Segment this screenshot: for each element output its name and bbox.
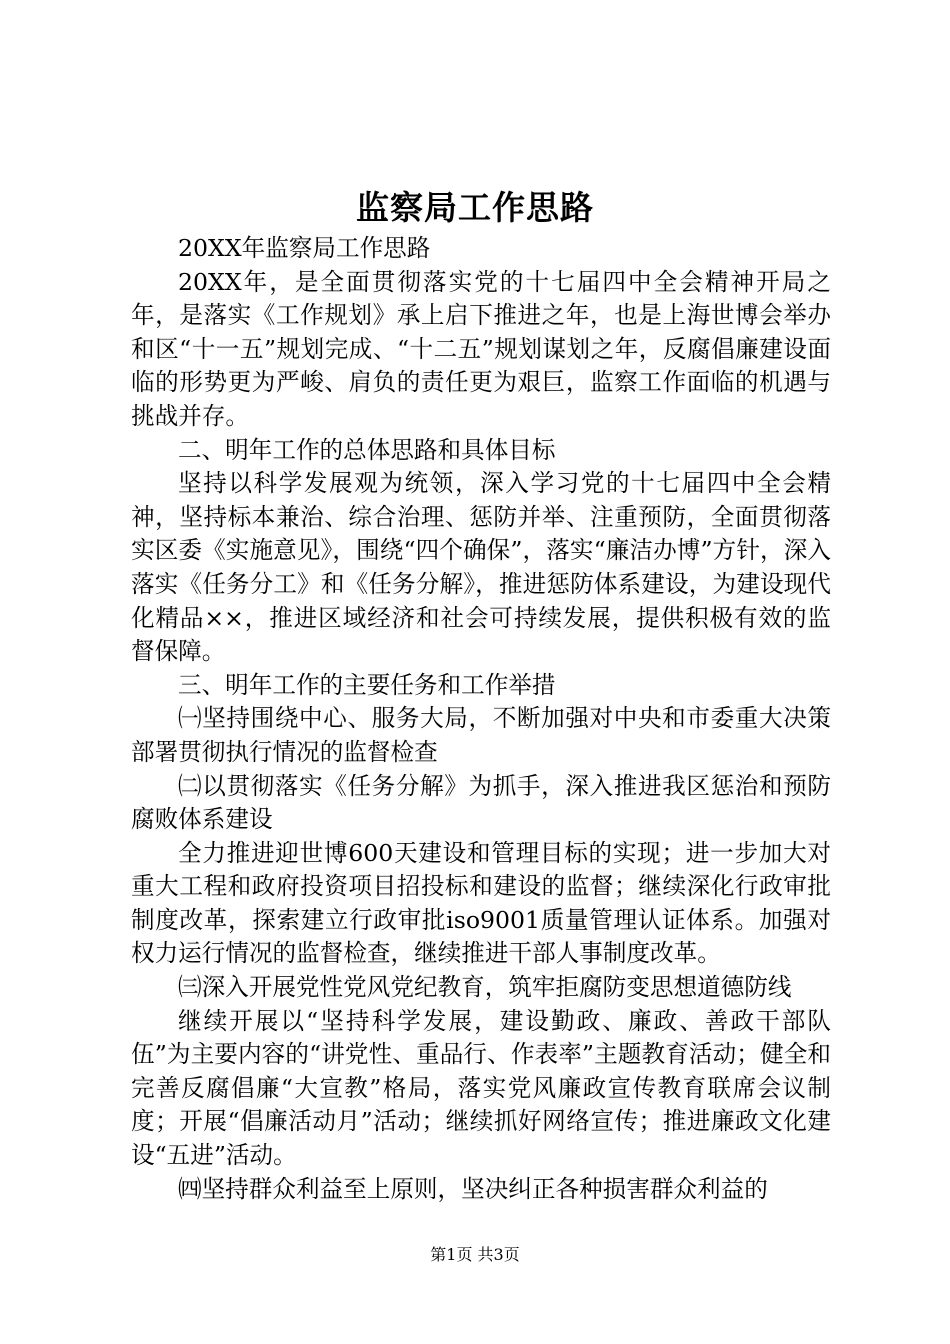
paragraph-overall-approach: 坚持以科学发展观为统领，深入学习党的十七届四中全会精神，坚持标本兼治、综合治理、惩防并举、注重预防，全面贯彻落实区委《实施意见》，围绕“四个确保”，落实“廉洁办博”方针，深入落实《任务分工》和《任务分解》，推进惩防体系建设，为建设现代化精品××，推进区域经济和社会可持续发展，提供积极有效的监督保障。 [131, 469, 831, 666]
paragraph-task-2-detail: 全力推进迎世博600天建设和管理目标的实现；进一步加大对重大工程和政府投资项目招投标和建设的监督；继续深化行政审批制度改革，探索建立行政审批iso9001质量管理认证体系。加强对权力运行情况的监督检查，继续推进干部人事制度改革。 [131, 838, 831, 968]
paragraph-intro: 20XX年，是全面贯彻落实党的十七届四中全会精神开局之年，是落实《工作规划》承上启下推进之年，也是上海世博会举办和区“十一五”规划完成、“十二五”规划谋划之年，反腐倡廉建设面临的形势更为严峻、肩负的责任更为艰巨，监察工作面临的机遇与挑战并存。 [131, 267, 831, 430]
task-item-4: ㈣坚持群众利益至上原则，坚决纠正各种损害群众利益的 [178, 1174, 768, 1203]
page-footer: 第1页 共3页 [430, 1245, 520, 1264]
task-item-1: ㈠坚持围绕中心、服务大局，不断加强对中央和市委重大决策部署贯彻执行情况的监督检查 [131, 704, 831, 766]
task-item-3: ㈢深入开展党性党风党纪教育，筑牢拒腐防变思想道德防线 [178, 973, 792, 1002]
paragraph-task-3-detail: 继续开展以“坚持科学发展，建设勤政、廉政、善政干部队伍”为主要内容的“讲党性、重品行、作表率”主题教育活动；健全和完善反腐倡廉“大宣教”格局，落实党风廉政宣传教育联席会议制度；开展“倡廉活动月”活动；继续抓好网络宣传；推进廉政文化建设“五进”活动。 [131, 1006, 831, 1170]
paragraph-heading-year: 20XX年监察局工作思路 [178, 234, 431, 262]
section-heading-2: 二、明年工作的总体思路和具体目标 [178, 435, 556, 464]
document-body [131, 232, 831, 1206]
document-title: 监察局工作思路 [356, 188, 594, 227]
task-item-2: ㈡以贯彻落实《任务分解》为抓手，深入推进我区惩治和预防腐败体系建设 [131, 771, 831, 834]
section-heading-3: 三、明年工作的主要任务和工作举措 [178, 670, 556, 699]
